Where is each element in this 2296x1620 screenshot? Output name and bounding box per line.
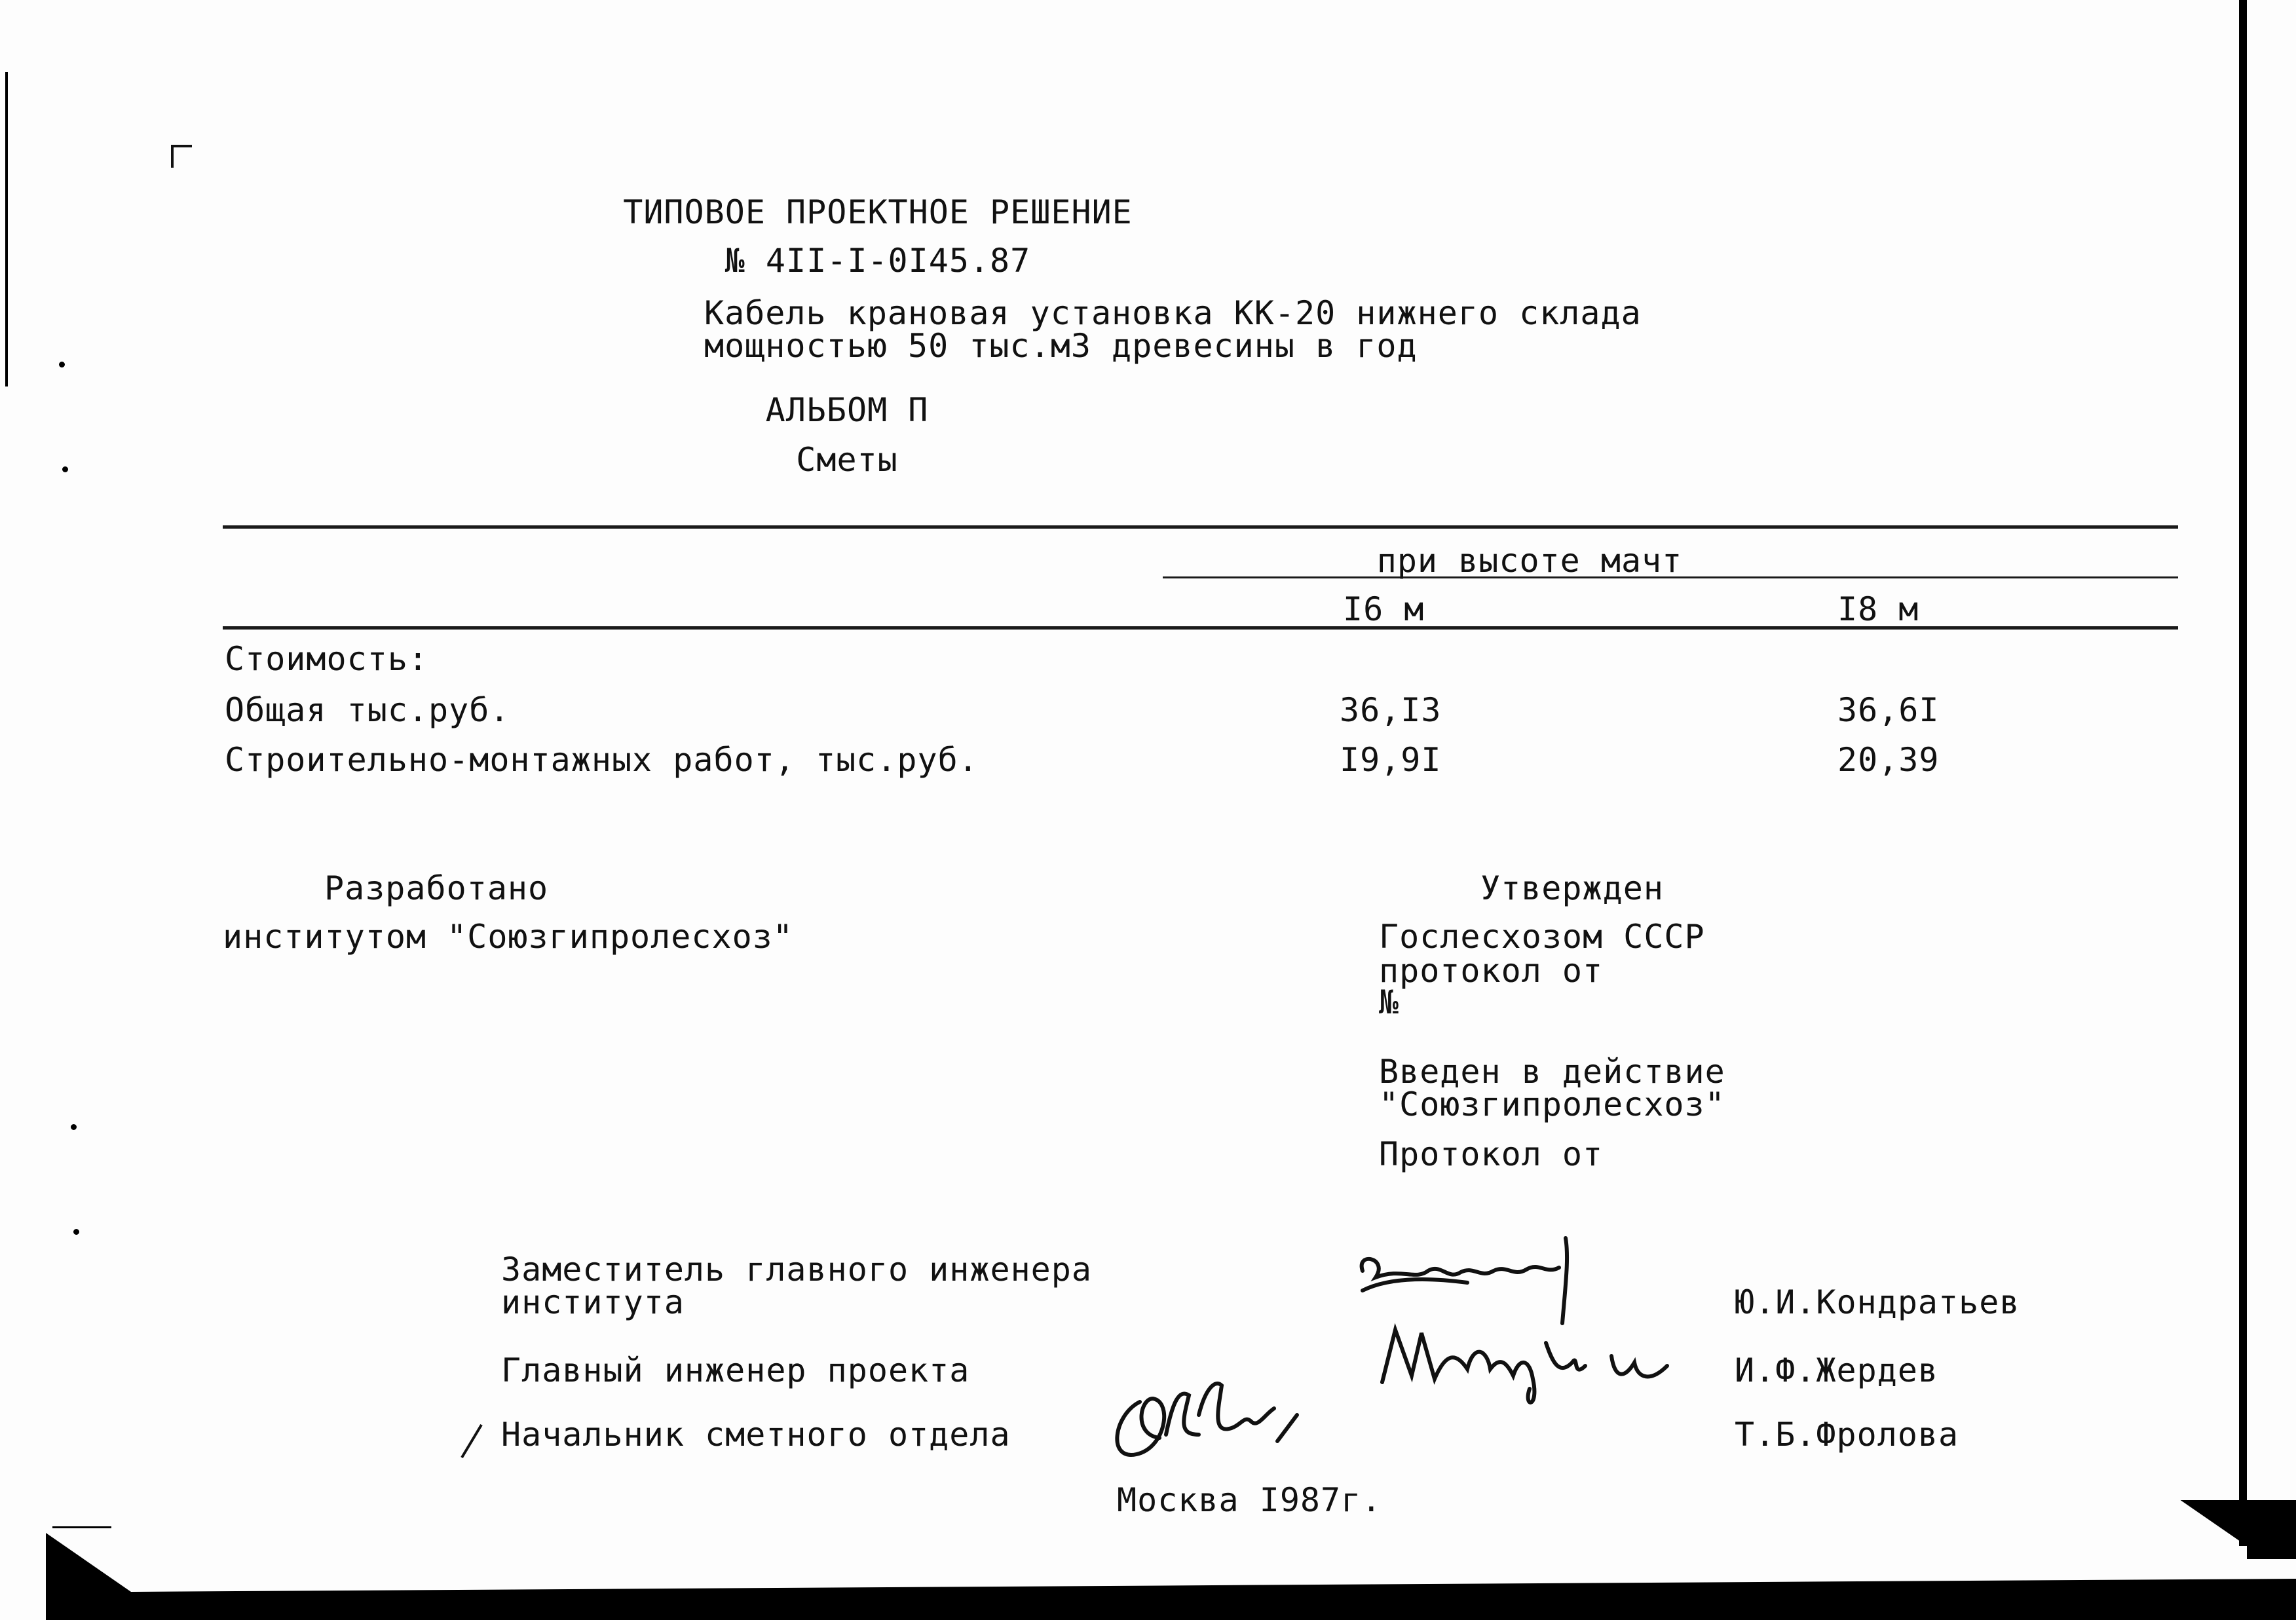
signatory-position-1-line2: института: [501, 1283, 685, 1321]
row-total-value-18m: 36,6I: [1837, 691, 1940, 729]
group-header: при высоте мачт: [1376, 542, 1683, 580]
signatory-name-3: Т.Б.Фролова: [1735, 1416, 1959, 1454]
signatory-position-2: Главный инженер проекта: [501, 1351, 970, 1389]
table-top-rule: [223, 525, 2178, 529]
album-subtitle: Сметы: [796, 441, 898, 479]
bottom-left-tick: [52, 1526, 111, 1528]
signatory-name-1: Ю.И.Кондратьев: [1735, 1283, 2020, 1321]
approved-heading: Утвержден: [1480, 869, 1664, 907]
row-label-construction: Строительно-монтажных работ, тыс.руб.: [225, 741, 979, 779]
developed-by: институтом "Союзгипролесхоз": [223, 918, 793, 956]
scan-speck: [59, 362, 65, 367]
subject-line-2: мощностью 50 тыс.м3 древесины в год: [704, 327, 1418, 365]
section-label: Стоимость:: [225, 640, 429, 678]
subject-line-1: Кабель крановая установка КК-20 нижнего склада: [704, 294, 1642, 332]
signature-frolova: [1101, 1363, 1336, 1474]
signatory-position-1: Заместитель главного инженера: [501, 1251, 1092, 1289]
margin-slash-mark: [459, 1422, 485, 1461]
approved-protocol: протокол от: [1379, 952, 1604, 990]
enacted-line-1: Введен в действие: [1379, 1053, 1725, 1091]
signatory-position-3: Начальник сметного отдела: [501, 1416, 1011, 1454]
top-left-corner-mark: [169, 143, 195, 169]
row-construction-value-18m: 20,39: [1837, 741, 1940, 779]
enacted-protocol: Протокол от: [1379, 1135, 1604, 1173]
enacted-line-2: "Союзгипролесхоз": [1379, 1085, 1725, 1123]
album-title: АЛЬБОМ П: [765, 391, 929, 429]
row-total-value-16m: 36,I3: [1340, 691, 1442, 729]
scan-speck: [62, 466, 68, 472]
row-construction-value-16m: I9,9I: [1340, 741, 1442, 779]
signature-kondratiev: [1349, 1232, 1598, 1330]
column-header-18m: I8 м: [1837, 590, 1919, 628]
scan-speck: [71, 1124, 77, 1130]
approved-by: Гослесхозом СССР: [1379, 918, 1705, 956]
signature-zherdev: [1376, 1317, 1684, 1415]
row-label-total: Общая тыс.руб.: [225, 691, 510, 729]
developed-heading: Разработано: [324, 869, 549, 907]
scan-speck: [73, 1229, 79, 1235]
left-scan-edge: [5, 72, 8, 386]
approved-number: №: [1379, 983, 1400, 1021]
signatory-name-2: И.Ф.Жердев: [1735, 1351, 1939, 1389]
right-scan-edge: [2239, 0, 2247, 1546]
document-number: № 4II-I-0I45.87: [725, 242, 1031, 280]
column-header-16m: I6 м: [1343, 590, 1425, 628]
document-title: ТИПОВОЕ ПРОЕКТНОЕ РЕШЕНИЕ: [623, 193, 1133, 231]
place-and-year: Москва I987г.: [1117, 1481, 1382, 1519]
